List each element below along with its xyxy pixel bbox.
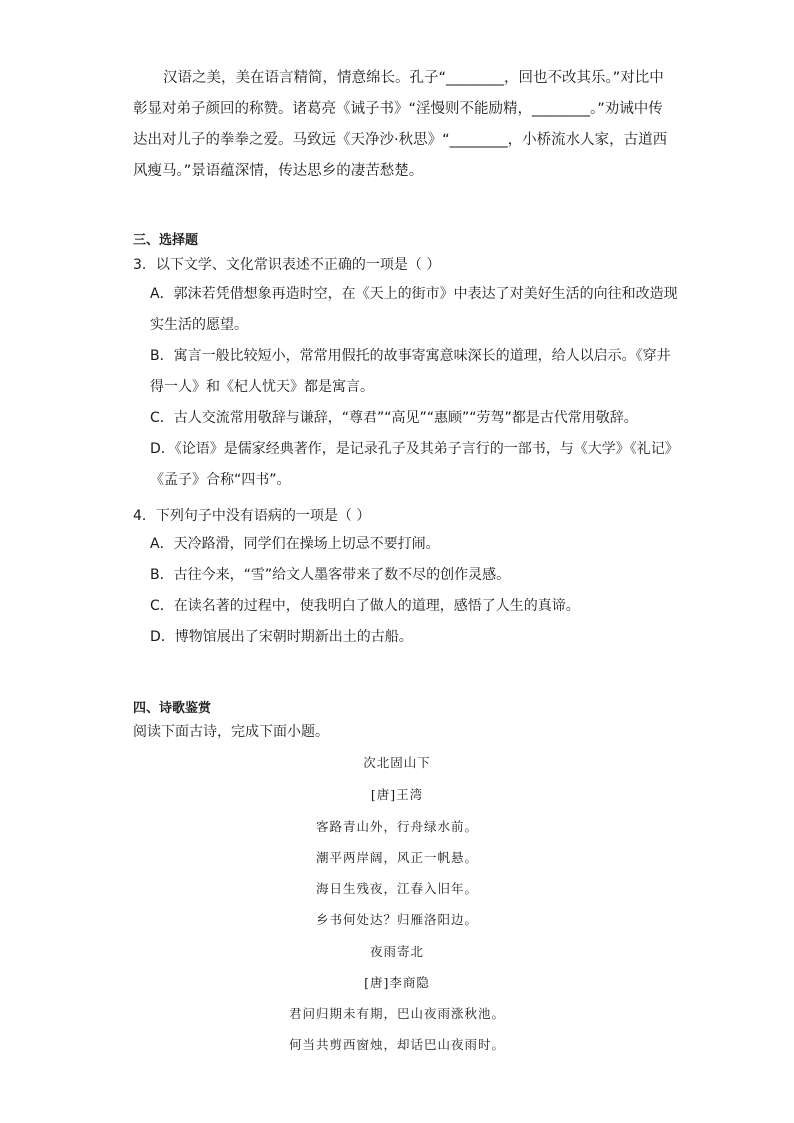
poetry-intro: 阅读下面古诗，完成下面小题。 <box>133 724 329 740</box>
question-3-option-c: C．古人交流常用敬辞与谦辞，“尊君”“高见”“惠顾”“劳驾”都是古代常用敬辞。 <box>150 410 638 426</box>
poem1-line: 海日生残夜，江春入旧年。 <box>315 881 478 896</box>
poem2-line: 君问归期未有期，巴山夜雨涨秋池。 <box>288 1006 505 1021</box>
section-title-choice: 三、选择题 <box>133 233 199 248</box>
poem1-line: 潮平两岸阔，风正一帆悬。 <box>315 850 478 865</box>
question-4-option-d: D．博物馆展出了宋朝时期新出土的古船。 <box>150 629 413 645</box>
poem1-line: 客路青山外，行舟绿水前。 <box>315 819 478 834</box>
question-4-option-c: C．在读名著的过程中，使我明白了做人的道理，感悟了人生的真谛。 <box>150 598 580 614</box>
question-3-stem: 3．以下文学、文化常识表述不正确的一项是（ ） <box>133 257 441 273</box>
passage-paragraph: 汉语之美，美在语言精简，情意绵长。孔子“________，回也不改其乐。”对比中彰显对弟子颜回的称赞。诸葛亮《诫子书》“淫慢则不能励精，________。”劝诫中传达出对儿子的拳拳之爱。马致远《天净沙·秋思》“________，小桥流水人家，古道西风瘦马。”景语蕴深情，传达思乡的凄苦愁楚。 <box>133 70 668 179</box>
poem2-line: 何当共剪西窗烛，却话巴山夜雨时。 <box>288 1037 505 1052</box>
poem1-title: 次北固山下 <box>363 755 431 770</box>
question-3-option-a: A．郭沫若凭借想象再造时空，在《天上的街市》中表达了对美好生活的向往和改造现实生活的愿望。 <box>150 286 678 333</box>
question-4-option-b: B．古往今来，“雪”给文人墨客带来了数不尽的创作灵感。 <box>150 567 511 583</box>
question-4-option-a: A．天冷路滑，同学们在操场上切忌不要打闹。 <box>150 536 440 552</box>
section-title-poetry: 四、诗歌鉴赏 <box>133 701 212 716</box>
question-4-stem: 4．下列句子中没有语病的一项是（ ） <box>133 508 371 524</box>
poem1-line: 乡书何处达？归雁洛阳边。 <box>315 912 478 927</box>
poem1-author: [唐]王湾 <box>370 787 424 802</box>
poem2-author: [唐]李商隐 <box>364 975 430 990</box>
question-3-option-d: D．《论语》是儒家经典著作，是记录孔子及其弟子言行的一部书，与《大学》《礼记》《孟子》合称“四书”。 <box>150 441 672 488</box>
question-3-option-b: B．寓言一般比较短小，常常用假托的故事寄寓意味深长的道理，给人以启示。《穿井得一人》和《杞人忧天》都是寓言。 <box>150 348 671 395</box>
poem2-title: 夜雨寄北 <box>369 944 424 959</box>
